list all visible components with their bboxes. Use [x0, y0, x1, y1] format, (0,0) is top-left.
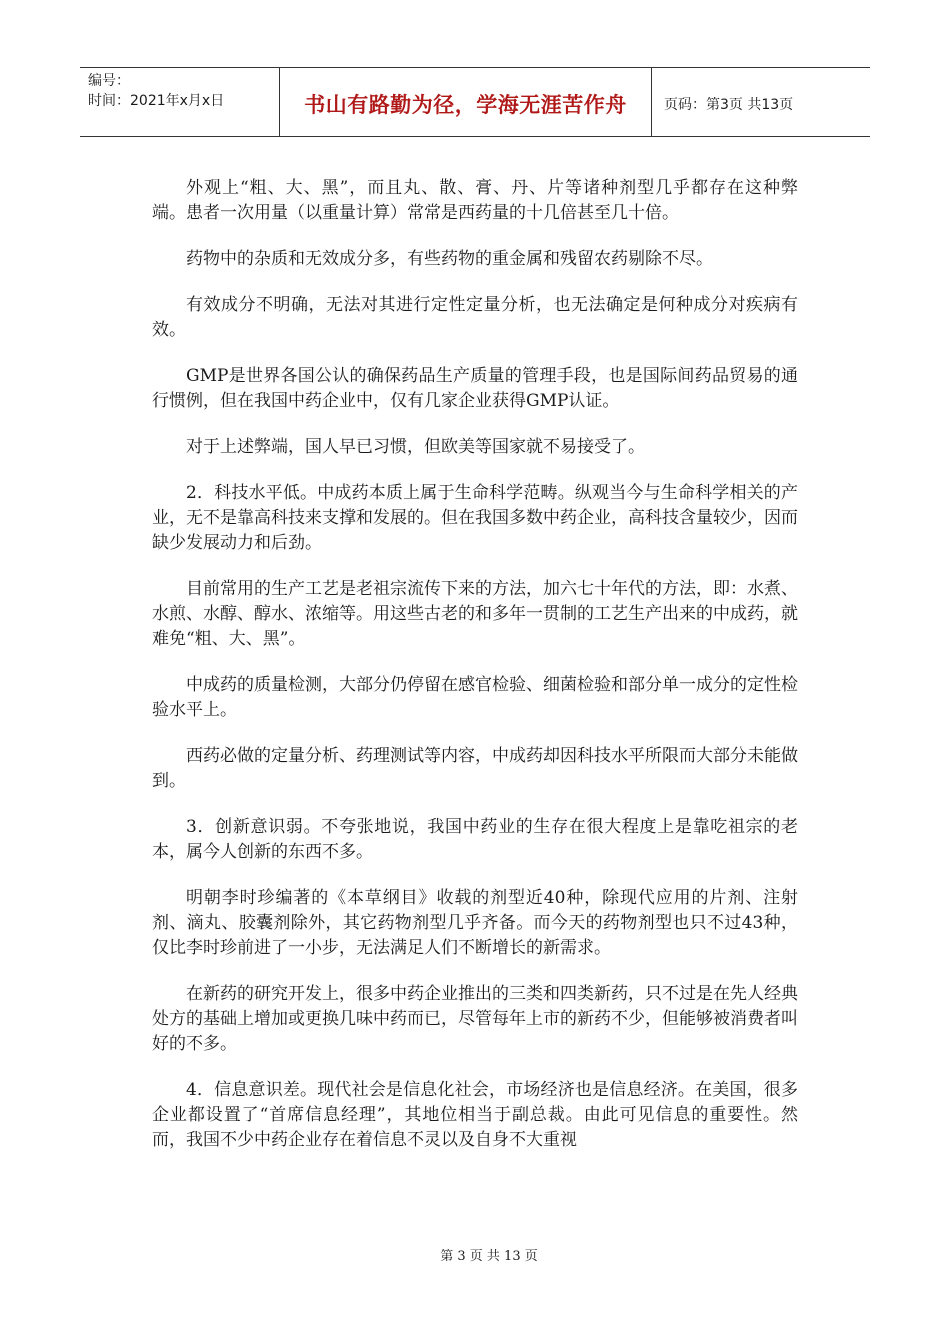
document-number-label: 编号： [88, 73, 130, 89]
body-paragraph: 外观上“粗、大、黑”，而且丸、散、膏、丹、片等诸种剂型几乎都存在这种弊端。患者一次用量（以重量计算）常常是西药量的十几倍甚至几十倍。 [152, 178, 798, 223]
body-paragraph: 在新药的研究开发上，很多中药企业推出的三类和四类新药，只不过是在先人经典处方的基础上增加或更换几味中药而已，尽管每年上市的新药不少，但能够被消费者叫好的不多。 [152, 984, 798, 1054]
body-paragraph: GMP是世界各国公认的确保药品生产质量的管理手段，也是国际间药品贸易的通行惯例，但在我国中药企业中，仅有几家企业获得GMP认证。 [152, 366, 798, 411]
body-paragraph: 4．信息意识差。现代社会是信息化社会，市场经济也是信息经济。在美国，很多企业都设置了“首席信息经理”，其地位相当于副总裁。由此可见信息的重要性。然而，我国不少中药企业存在着信息不灵以及自身不大重视 [152, 1080, 798, 1150]
body-paragraph: 2．科技水平低。中成药本质上属于生命科学范畴。纵观当今与生命科学相关的产业，无不是靠高科技来支撑和发展的。但在我国多数中药企业，高科技含量较少，因而缺少发展动力和后劲。 [152, 483, 798, 553]
body-paragraph: 明朝李时珍编著的《本草纲目》收载的剂型近40种，除现代应用的片剂、注射剂、滴丸、胶囊剂除外，其它药物剂型几乎齐备。而今天的药物剂型也只不过43种，仅比李时珍前进了一小步，无法满足人们不断增长的新需求。 [152, 888, 798, 958]
document-body [152, 176, 798, 1174]
document-date-label: 时间：2021年x月x日 [88, 93, 225, 109]
body-paragraph: 对于上述弊端，国人早已习惯，但欧美等国家就不易接受了。 [186, 437, 645, 457]
header-meta [80, 68, 280, 136]
body-paragraph: 有效成分不明确，无法对其进行定性定量分析，也无法确定是何种成分对疾病有效。 [152, 295, 798, 340]
header-page-code: 页码：第3页 共13页 [664, 97, 794, 113]
page-footer: 第 3 页 共 13 页 [440, 1249, 538, 1264]
body-paragraph: 中成药的质量检测，大部分仍停留在感官检验、细菌检验和部分单一成分的定性检验水平上。 [152, 675, 798, 720]
page-header [80, 67, 870, 137]
body-paragraph: 3．创新意识弱。不夸张地说，我国中药业的生存在很大程度上是靠吃祖宗的老本，属今人创新的东西不多。 [152, 817, 798, 862]
body-paragraph: 西药必做的定量分析、药理测试等内容，中成药却因科技水平所限而大部分未能做到。 [152, 746, 798, 791]
header-motto: 书山有路勤为径，学海无涯苦作舟 [280, 68, 652, 136]
body-paragraph: 药物中的杂质和无效成分多，有些药物的重金属和残留农药剔除不尽。 [186, 249, 713, 269]
body-paragraph: 目前常用的生产工艺是老祖宗流传下来的方法，加六七十年代的方法，即：水煮、水煎、水醇、醇水、浓缩等。用这些古老的和多年一贯制的工艺生产出来的中成药，就难免“粗、大、黑”。 [152, 579, 798, 649]
